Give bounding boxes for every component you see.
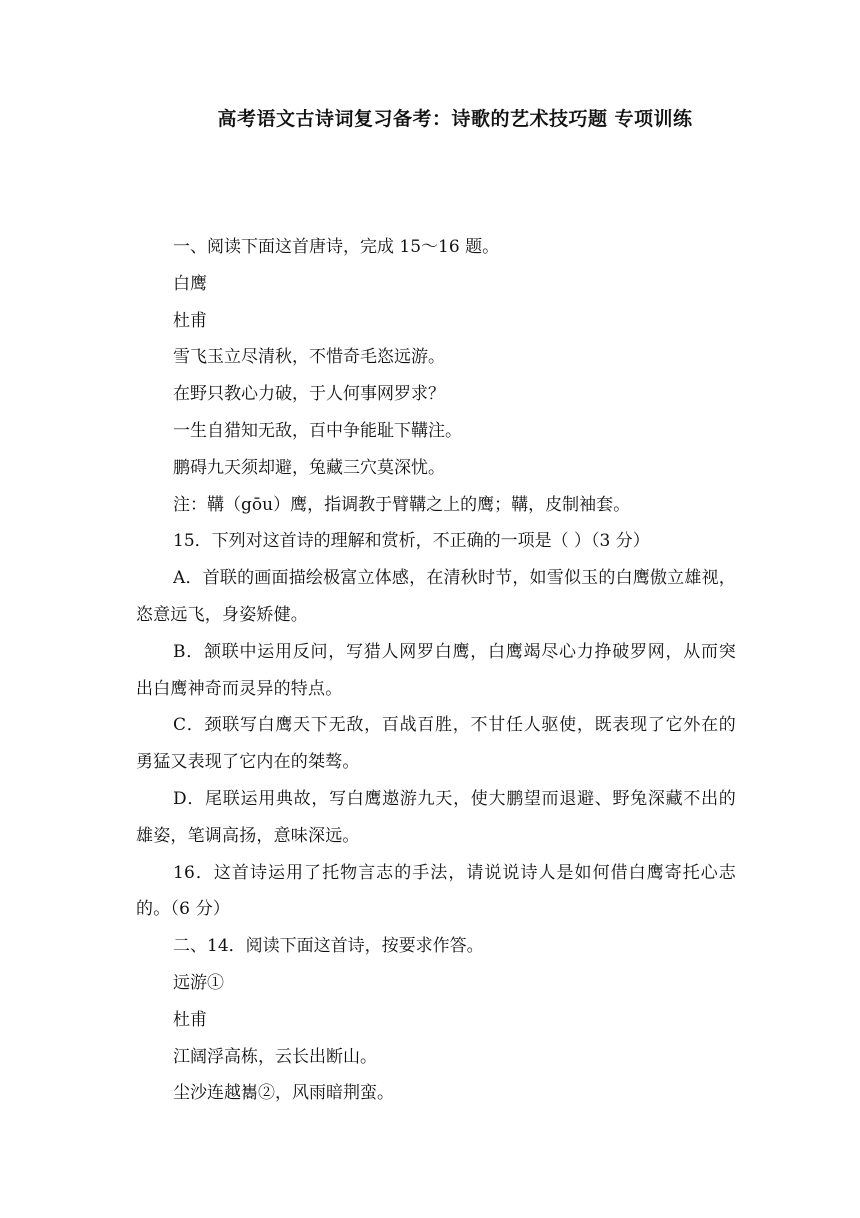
section-two-heading: 二、14．阅读下面这首诗，按要求作答。 bbox=[173, 936, 484, 957]
poem-one-title: 白鹰 bbox=[173, 273, 207, 294]
option-c: C．颈联写白鹰天下无敌，百战百胜，不甘任人驱使，既表现了它外在的勇猛又表现了它内在的桀骜。 bbox=[136, 715, 736, 773]
poem-two-line-1: 江阔浮高栋，云长出断山。 bbox=[173, 1046, 377, 1067]
section-one-heading: 一、阅读下面这首唐诗，完成 15～16 题。 bbox=[173, 237, 500, 257]
document-body bbox=[136, 229, 736, 1112]
poem-one-line-2: 在野只教心力破，于人何事网罗求？ bbox=[173, 384, 445, 405]
poem-two-line-2: 尘沙连越巂②，风雨暗荆蛮。 bbox=[173, 1083, 394, 1104]
poem-two-title: 远游① bbox=[173, 972, 224, 993]
option-d: D．尾联运用典故，写白鹰遨游九天，使大鹏望而退避、野兔深藏不出的雄姿，笔调高扬，意味深远。 bbox=[136, 788, 736, 846]
document-title: 高考语文古诗词复习备考：诗歌的艺术技巧题 专项训练 bbox=[217, 108, 693, 130]
option-b: B．颔联中运用反问，写猎人网罗白鹰，白鹰竭尽心力挣破罗网，从而突出白鹰神奇而灵异的特点。 bbox=[136, 641, 736, 699]
poem-one-line-1: 雪飞玉立尽清秋，不惜奇毛恣远游。 bbox=[173, 347, 445, 368]
poem-one-line-3: 一生自猎知无敌，百中争能耻下鞲注。 bbox=[173, 420, 462, 441]
question-16: 16．这首诗运用了托物言志的手法，请说说诗人是如何借白鹰寄托心志的。（6 分） bbox=[136, 862, 736, 920]
poem-two-author: 杜甫 bbox=[173, 1009, 207, 1030]
question-15: 15．下列对这首诗的理解和赏析，不正确的一项是（ ）（3 分） bbox=[173, 531, 650, 552]
poem-one-author: 杜甫 bbox=[173, 310, 207, 331]
poem-one-note: 注：鞲（gōu）鹰，指调教于臂鞲之上的鹰；鞲，皮制袖套。 bbox=[173, 494, 631, 515]
poem-one-line-4: 鹏碍九天须却避，兔藏三穴莫深忧。 bbox=[173, 457, 445, 478]
option-a: A．首联的画面描绘极富立体感，在清秋时节，如雪似玉的白鹰傲立雄视，恣意远飞，身姿矫健。 bbox=[136, 568, 736, 625]
